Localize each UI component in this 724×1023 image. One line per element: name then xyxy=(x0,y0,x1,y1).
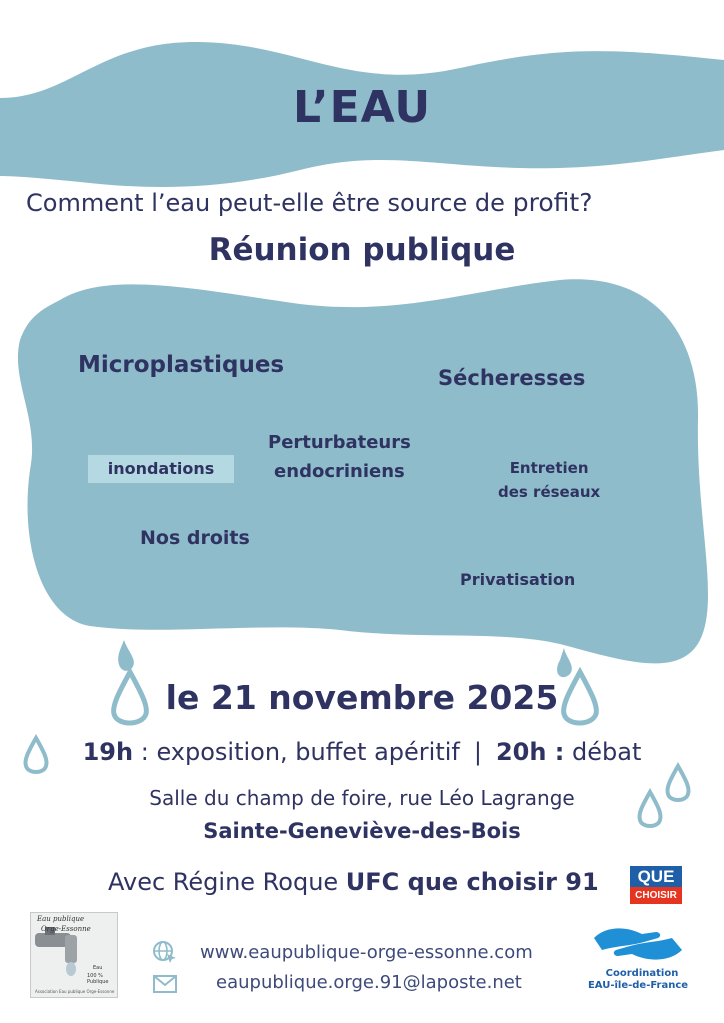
schedule-separator: | xyxy=(473,738,482,766)
topic-perturbateurs xyxy=(268,428,411,486)
que-choisir-logo xyxy=(630,866,682,906)
que-choisir-logo-bottom: CHOISIR xyxy=(630,887,682,904)
question-text xyxy=(26,188,593,217)
drip-right xyxy=(557,648,572,677)
question-part1: Comment l’eau peut-elle être source de xyxy=(26,189,505,217)
schedule-desc-2: débat xyxy=(564,738,642,766)
envelope-icon xyxy=(152,972,178,996)
coordination-logo xyxy=(586,920,690,998)
coordination-line1: Coordination xyxy=(605,968,679,979)
meeting-heading: Réunion publique xyxy=(208,232,516,268)
topic-entretien-line2: des réseaux xyxy=(498,483,601,501)
topic-secheresses: Sécheresses xyxy=(438,366,586,390)
topic-perturbateurs-line2: endocriniens xyxy=(274,461,405,482)
guest-prefix: Avec Régine Roque xyxy=(108,868,346,896)
topic-microplastiques: Microplastiques xyxy=(78,352,285,378)
logo-left-line2: Orge-Essonne xyxy=(41,925,91,933)
email-link[interactable]: eaupublique.orge.91@laposte.net xyxy=(216,972,522,993)
topic-entretien xyxy=(498,456,600,504)
event-schedule xyxy=(0,738,724,766)
que-choisir-logo-top: QUE xyxy=(630,866,682,887)
schedule-desc-1: : exposition, buffet apéritif xyxy=(133,738,460,766)
topic-nos-droits: Nos droits xyxy=(140,527,250,549)
event-date: le 21 novembre 2025 xyxy=(165,678,559,717)
logo-left-line3: Eau xyxy=(93,965,103,971)
poster-title: L’EAU xyxy=(292,82,432,133)
globe-icon xyxy=(152,940,178,964)
question-part2: profit? xyxy=(504,188,593,217)
hands-icon xyxy=(586,920,690,968)
logo-left-line4: 100 % Publique xyxy=(87,973,109,985)
logo-left-line1: Eau publique xyxy=(37,915,85,923)
event-city: Sainte-Geneviève-des-Bois xyxy=(203,819,521,843)
schedule-time-1: 19h xyxy=(82,738,134,766)
topic-entretien-line1: Entretien xyxy=(509,459,589,477)
topic-perturbateurs-line1: Perturbateurs xyxy=(268,432,411,453)
event-venue: Salle du champ de foire, rue Léo Lagrange xyxy=(149,786,575,810)
schedule-time-2: 20h : xyxy=(495,738,565,766)
logo-left-footer: Association Eau publique Orge-Essonne xyxy=(35,989,115,994)
coordination-line2: EAU-île-de-France xyxy=(587,980,689,991)
topic-inondations: inondations xyxy=(88,455,234,483)
website-link[interactable]: www.eaupublique-orge-essonne.com xyxy=(200,942,533,963)
drip-left xyxy=(118,640,134,671)
event-guest xyxy=(108,868,599,896)
eau-publique-logo xyxy=(30,912,118,998)
guest-org: UFC que choisir 91 xyxy=(345,868,599,896)
topic-privatisation: Privatisation xyxy=(460,570,576,589)
